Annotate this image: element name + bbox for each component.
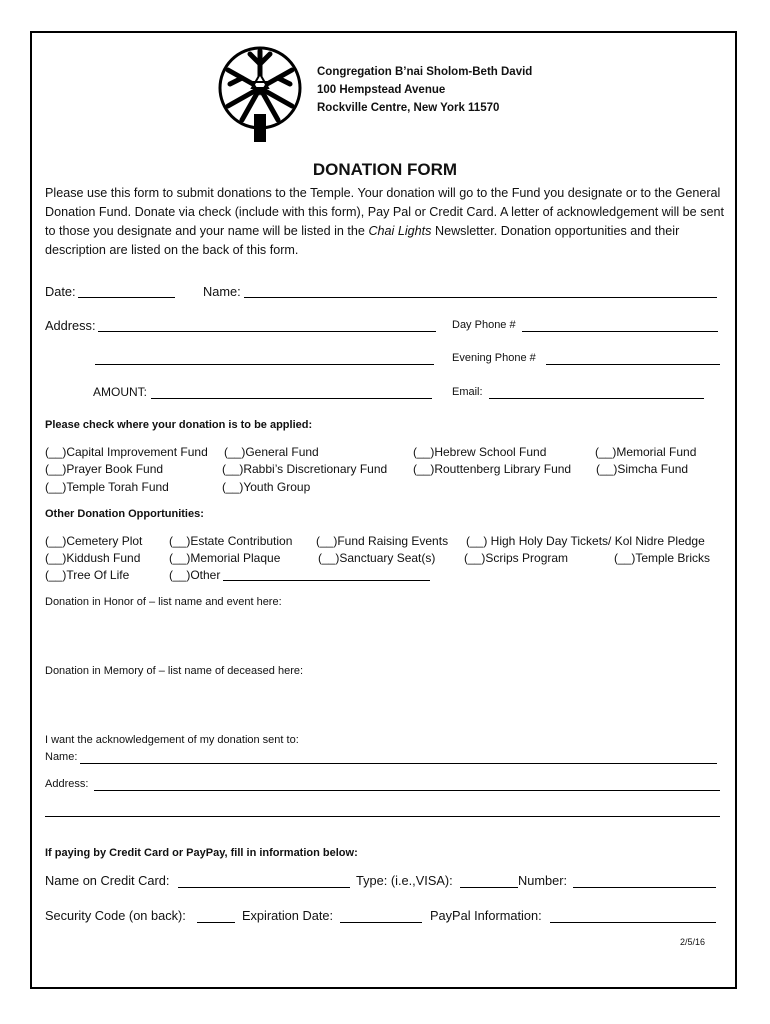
org-city: Rockville Centre, New York 11570 — [317, 102, 500, 114]
other-fund-raising-events[interactable]: (__)Fund Raising Events — [316, 534, 449, 548]
card-name-field[interactable] — [178, 887, 350, 888]
fund-capital-improvement[interactable]: (__)Capital Improvement Fund — [45, 445, 208, 459]
fund-youth-group[interactable]: (__)Youth Group — [222, 480, 311, 494]
payment-heading: If paying by Credit Card or PayPay, fill in information below: — [45, 847, 358, 859]
other-kiddush-fund[interactable]: (__)Kiddush Fund — [45, 551, 141, 565]
paypal-field[interactable] — [550, 922, 716, 923]
ack-heading: I want the acknowledgement of my donation sent to: — [45, 734, 299, 746]
other-other[interactable]: (__)Other — [169, 568, 221, 582]
paypal-label: PayPal Information: — [430, 908, 542, 923]
tree-star-logo-icon — [216, 44, 304, 144]
other-high-holy-day-tickets[interactable]: (__) High Holy Day Tickets/ Kol Nidre Pledge — [466, 534, 705, 548]
fund-rabbis-discretionary[interactable]: (__)Rabbi’s Discretionary Fund — [222, 462, 388, 476]
ack-name-field[interactable] — [80, 763, 717, 764]
date-field[interactable] — [78, 297, 175, 298]
card-type-label: Type: (i.e.,VISA): — [356, 873, 453, 888]
revision-date: 2/5/16 — [680, 937, 706, 947]
day-phone-label: Day Phone # — [452, 319, 516, 331]
ack-address-label: Address: — [45, 778, 89, 790]
address-field-2[interactable] — [95, 364, 434, 365]
ack-address-field-2[interactable] — [45, 816, 720, 817]
fund-routtenberg-library[interactable]: (__)Routtenberg Library Fund — [413, 462, 572, 476]
day-phone-field[interactable] — [522, 331, 718, 332]
fund-prayer-book[interactable]: (__)Prayer Book Fund — [45, 462, 164, 476]
other-memorial-plaque[interactable]: (__)Memorial Plaque — [169, 551, 281, 565]
address-field-1[interactable] — [98, 331, 436, 332]
card-name-label: Name on Credit Card: — [45, 873, 170, 888]
card-type-field[interactable] — [460, 887, 518, 888]
fund-simcha[interactable]: (__)Simcha Fund — [596, 462, 689, 476]
amount-field[interactable] — [151, 398, 432, 399]
other-temple-bricks[interactable]: (__)Temple Bricks — [614, 551, 711, 565]
evening-phone-label: Evening Phone # — [452, 352, 536, 364]
fund-general[interactable]: (__)General Fund — [224, 445, 319, 459]
org-name: Congregation B’nai Sholom-Beth David — [317, 66, 533, 78]
evening-phone-field[interactable] — [546, 364, 720, 365]
honor-label: Donation in Honor of – list name and event here: — [45, 596, 282, 608]
other-heading: Other Donation Opportunities: — [45, 508, 204, 520]
card-number-label: Number: — [518, 873, 568, 888]
other-scrips-program[interactable]: (__)Scrips Program — [464, 551, 569, 565]
date-label: Date: — [45, 284, 76, 299]
other-sanctuary-seats[interactable]: (__)Sanctuary Seat(s) — [318, 551, 436, 565]
email-field[interactable] — [489, 398, 704, 399]
expiration-label: Expiration Date: — [242, 908, 334, 923]
card-number-field[interactable] — [573, 887, 716, 888]
fund-hebrew-school[interactable]: (__)Hebrew School Fund — [413, 445, 547, 459]
security-code-field[interactable] — [197, 922, 235, 923]
other-tree-of-life[interactable]: (__)Tree Of Life — [45, 568, 130, 582]
org-street: 100 Hempstead Avenue — [317, 84, 446, 96]
address-label: Address: — [45, 318, 96, 333]
other-field[interactable] — [223, 580, 430, 581]
name-field[interactable] — [244, 297, 717, 298]
fund-temple-torah[interactable]: (__)Temple Torah Fund — [45, 480, 169, 494]
ack-address-field-1[interactable] — [94, 790, 720, 791]
memory-label: Donation in Memory of – list name of deceased here: — [45, 665, 304, 677]
other-cemetery-plot[interactable]: (__)Cemetery Plot — [45, 534, 143, 548]
fund-memorial[interactable]: (__)Memorial Fund — [595, 445, 697, 459]
funds-heading: Please check where your donation is to be applied: — [45, 419, 313, 431]
expiration-field[interactable] — [340, 922, 422, 923]
name-label: Name: — [203, 284, 241, 299]
newsletter-name: Chai Lights — [368, 224, 432, 238]
amount-label: AMOUNT: — [93, 385, 147, 399]
intro-paragraph: Please use this form to submit donations to the Temple. Your donation will go to the Fund you designate or to the General Donation Fund. Donate via check (include with this form), Pay Pal or Credit Card. A letter of acknowledgement will be sent to those you designate and your name will be listed in the Chai Lights Newsletter. Donation opportunities and their description are listed on the back of this form. — [45, 186, 724, 257]
form-title: DONATION FORM — [312, 160, 458, 179]
email-label: Email: — [452, 386, 483, 398]
ack-name-label: Name: — [45, 751, 78, 763]
security-code-label: Security Code (on back): — [45, 908, 186, 923]
other-estate-contribution[interactable]: (__)Estate Contribution — [169, 534, 293, 548]
